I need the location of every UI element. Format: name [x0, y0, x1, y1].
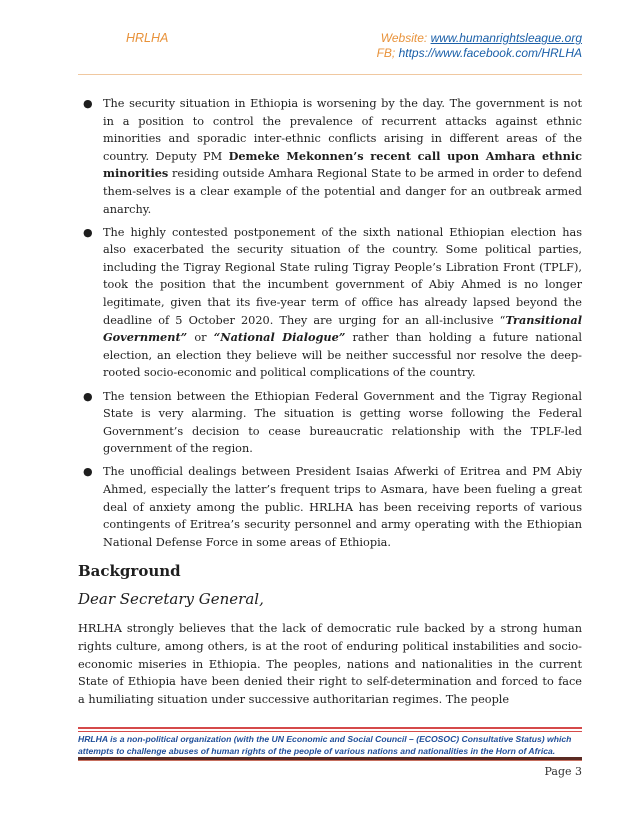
bullet-icon: ● — [83, 465, 93, 479]
section-heading: Background — [78, 562, 181, 581]
salutation: Dear Secretary General, — [78, 590, 264, 609]
bullet-icon: ● — [83, 389, 93, 403]
header-divider — [78, 74, 582, 75]
emphasis: Transitional Government” — [103, 312, 582, 345]
contact-block — [377, 31, 582, 61]
page-body — [78, 95, 582, 708]
facebook-label: FB; — [376, 46, 396, 60]
bullet-icon: ● — [83, 97, 93, 110]
website-link[interactable]: www.humanrightsleague.org — [430, 31, 582, 45]
list-item: ● The highly contested postponement of the sixth national Ethiopian election has also exacerbated the security situation of the country. Some political parties, including the Tigray Regional State ruling Tigray People’s Libration Front (TPLF), took the position that the incumbent government of Abiy Ahmed is no longer legitimate, given that its five-year term of office has already lapsed beyond the deadline of 5 October 2020. They are urging for an all-inclusive “Transitional Government” or “National Dialogue” rather than holding a future national election, an election they believe will be neither successful nor resolve the deep-rooted socio-economic and political complications of the country. — [83, 225, 583, 380]
body-paragraph: HRLHA strongly believes that the lack of democratic rule backed by a strong human rights culture, among others, is at the root of enduring political instabilities and socio-economic miseries in Ethiopia. The peoples, nations and nationalities in the current State of Ethiopia have been denied their right to self-determination and forced to face a humiliating situation under successive authoritarian regimes. The people — [78, 622, 582, 706]
footer-divider-thin — [78, 731, 582, 732]
concern-list — [78, 95, 582, 551]
website-label: Website: — [380, 31, 428, 45]
facebook-line — [377, 46, 582, 61]
page-number: Page 3 — [544, 765, 582, 778]
emphasis: Demeke Mekonnen’s recent call upon Amhara ethnic minorities — [103, 148, 582, 181]
footer-bar-light — [78, 760, 582, 761]
list-item: ● The tension between the Ethiopian Federal Government and the Tigray Regional State is very alarming. The situation is getting worse following the Federal Government’s decision to cease bureaucratic relationship with the TPLF-led government of the region. — [83, 389, 582, 456]
facebook-link[interactable]: https://www.facebook.com/HRLHA — [398, 46, 582, 60]
org-name: HRLHA — [126, 31, 169, 45]
list-item: ● The unofficial dealings between President Isaias Afwerki of Eritrea and PM Abiy Ahmed, especially the latter’s frequent trips to Asmara, have been fueling a great deal of anxiety among the public. HRLHA has been receiving reports of various contingents of Eritrea’s security personnel and army operating with the Ethiopian National Defense Force in some areas of Ethiopia. — [83, 465, 582, 549]
footer-divider — [78, 727, 582, 729]
emphasis: “National Dialogue” — [213, 330, 346, 345]
page-header — [0, 0, 636, 80]
footer-note: HRLHA is a non-political organization (with the UN Economic and Social Council – (ECOSOC) Consultative Status) which attempts to challenge abuses of human rights of the people of various nations and nationalities in the Horn of Africa. — [78, 734, 572, 756]
bullet-icon: ● — [83, 225, 93, 239]
website-line — [377, 31, 582, 46]
list-item: ● The security situation in Ethiopia is worsening by the day. The government is not in a position to control the prevalence of recurrent attacks against ethnic minorities and sporadic inter-ethnic conflicts arising in different areas of the country. Deputy PM Demeke Mekonnen’s recent call upon Amhara ethnic minorities residing outside Amhara Regional State to be armed in order to defend them-selves is a clear example of the potential and danger for an outbreak armed anarchy. — [83, 97, 582, 216]
